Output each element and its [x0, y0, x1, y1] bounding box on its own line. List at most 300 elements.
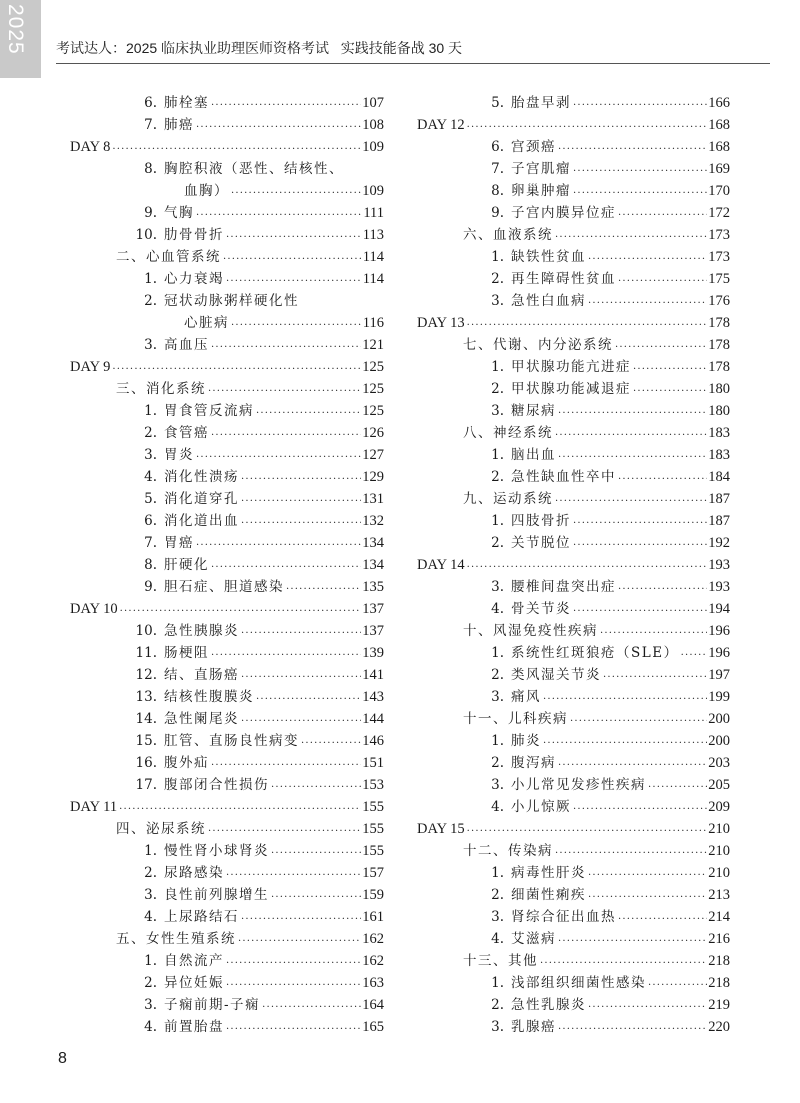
toc-entry[interactable]	[70, 728, 384, 750]
toc-page-number: 125	[362, 403, 384, 419]
toc-entry-title: 肺栓塞	[164, 95, 209, 111]
toc-day-heading[interactable]	[417, 816, 730, 838]
toc-page-number: 219	[708, 997, 730, 1013]
toc-page-number: 209	[708, 799, 730, 815]
toc-entry-number: 12.	[135, 667, 157, 683]
toc-entry[interactable]	[417, 728, 730, 750]
toc-page-number: 121	[362, 337, 384, 353]
toc-entry-title: 肺炎	[511, 733, 541, 749]
toc-entry-number: 3.	[144, 337, 157, 353]
toc-page-number: 161	[362, 909, 384, 925]
toc-entry[interactable]	[417, 596, 730, 618]
toc-entry[interactable]	[417, 398, 730, 420]
toc-entry-title: 七、代谢、内分泌系统	[463, 337, 613, 353]
dot-leader	[286, 580, 361, 593]
toc-page-number: 155	[362, 799, 384, 815]
toc-entry[interactable]	[417, 662, 730, 684]
toc-page-number: 199	[708, 689, 730, 705]
toc-entry-title: 胃炎	[164, 447, 194, 463]
toc-entry[interactable]	[70, 486, 384, 508]
toc-entry-title: 急性阑尾炎	[164, 711, 239, 727]
dot-leader	[681, 646, 708, 659]
toc-entry-title: 细菌性痢疾	[511, 887, 586, 903]
toc-entry-title: 上尿路结石	[164, 909, 239, 925]
toc-page-number: 210	[708, 843, 730, 859]
toc-entry[interactable]	[70, 420, 384, 442]
dot-leader	[211, 756, 361, 769]
toc-day-heading[interactable]	[417, 552, 730, 574]
toc-entry-title: 自然流产	[164, 953, 224, 969]
toc-entry-number: 8.	[144, 557, 157, 573]
toc-entry[interactable]	[70, 200, 384, 222]
toc-entry[interactable]	[417, 926, 730, 948]
toc-entry[interactable]	[417, 442, 730, 464]
toc-entry-title: DAY 8	[70, 139, 111, 155]
dot-leader	[241, 668, 361, 681]
toc-entry-title: 肾综合征出血热	[511, 909, 616, 925]
toc-entry-title: 骨关节炎	[511, 601, 571, 617]
toc-entry-number: 3.	[491, 777, 504, 793]
toc-entry-title: 甲状腺功能减退症	[511, 381, 631, 397]
toc-entry-number: 9.	[144, 205, 157, 221]
dot-leader	[211, 96, 361, 109]
toc-page-number: 114	[362, 271, 384, 287]
toc-entry-number: 10.	[135, 227, 157, 243]
side-year-label: 2025	[4, 4, 27, 55]
toc-entry-title: 心力衰竭	[164, 271, 224, 287]
dot-leader	[271, 844, 361, 857]
page-number: 8	[58, 1050, 67, 1067]
toc-entry-number: 3.	[144, 997, 157, 1013]
toc-entry-number: 15.	[135, 733, 157, 749]
dot-leader	[467, 558, 708, 571]
toc-entry-title: 结核性腹膜炎	[164, 689, 254, 705]
toc-entry-number: 2.	[491, 535, 504, 551]
dot-leader	[555, 492, 707, 505]
toc-page-number: 166	[708, 95, 730, 111]
dot-leader	[241, 514, 361, 527]
toc-page-number: 162	[362, 931, 384, 947]
toc-entry[interactable]	[417, 684, 730, 706]
toc-entry-title: 卵巢肿瘤	[511, 183, 571, 199]
toc-entry-title: DAY 11	[70, 799, 118, 815]
toc-entry-title: 病毒性肝炎	[511, 865, 586, 881]
toc-entry[interactable]	[417, 354, 730, 376]
dot-leader	[648, 778, 707, 791]
dot-leader	[226, 976, 361, 989]
toc-page-number: 173	[708, 227, 730, 243]
dot-leader	[555, 844, 707, 857]
toc-entry-title: 九、运动系统	[463, 491, 553, 507]
toc-page-number: 178	[708, 315, 730, 331]
toc-page-number: 183	[708, 425, 730, 441]
toc-page-number: 178	[708, 337, 730, 353]
toc-entry-title: 结、直肠癌	[164, 667, 239, 683]
toc-entry[interactable]	[417, 574, 730, 596]
dot-leader	[467, 316, 708, 329]
toc-section-entry[interactable]	[417, 420, 730, 442]
toc-entry[interactable]	[70, 574, 384, 596]
toc-entry-number: 2.	[144, 865, 157, 881]
toc-entry-number: 8.	[144, 161, 157, 177]
toc-entry[interactable]	[70, 288, 384, 310]
toc-entry-number: 3.	[491, 579, 504, 595]
toc-entry-number: 2.	[491, 755, 504, 771]
toc-entry[interactable]	[417, 904, 730, 926]
toc-entry-title: 再生障碍性贫血	[511, 271, 616, 287]
toc-entry[interactable]	[417, 90, 730, 112]
toc-entry-number: 4.	[491, 601, 504, 617]
dot-leader	[558, 448, 707, 461]
toc-entry-title: 糖尿病	[511, 403, 556, 419]
toc-entry-title: 子宫肌瘤	[511, 161, 571, 177]
toc-entry[interactable]	[70, 860, 384, 882]
dot-leader	[618, 206, 707, 219]
toc-entry-title: 前置胎盘	[164, 1019, 224, 1035]
toc-entry-title: 高血压	[164, 337, 209, 353]
toc-entry-title: 异位妊娠	[164, 975, 224, 991]
dot-leader	[573, 536, 707, 549]
toc-entry-number: 9.	[491, 205, 504, 221]
toc-entry[interactable]	[70, 398, 384, 420]
toc-entry[interactable]	[417, 134, 730, 156]
toc-entry-number: 6.	[144, 95, 157, 111]
dot-leader	[588, 866, 707, 879]
toc-entry-number: 2.	[144, 293, 157, 309]
toc-entry-number: 3.	[144, 887, 157, 903]
toc-entry-title: 四肢骨折	[511, 513, 571, 529]
toc-entry[interactable]	[417, 508, 730, 530]
toc-entry-title: DAY 15	[417, 821, 465, 837]
dot-leader	[211, 338, 361, 351]
toc-entry[interactable]	[417, 750, 730, 772]
header-rule	[56, 63, 770, 64]
toc-entry[interactable]	[70, 662, 384, 684]
toc-entry[interactable]	[417, 178, 730, 200]
toc-page-number: 168	[708, 117, 730, 133]
dot-leader	[231, 316, 362, 329]
toc-entry-title: 尿路感染	[164, 865, 224, 881]
toc-entry[interactable]	[70, 508, 384, 530]
toc-page-number: 173	[708, 249, 730, 265]
toc-entry[interactable]	[417, 970, 730, 992]
toc-entry[interactable]	[70, 618, 384, 640]
toc-entry[interactable]	[417, 640, 730, 662]
toc-entry[interactable]	[417, 772, 730, 794]
dot-leader	[211, 426, 361, 439]
toc-entry[interactable]	[70, 1014, 384, 1036]
toc-page-number: 155	[362, 843, 384, 859]
dot-leader	[573, 514, 707, 527]
toc-page-number: 134	[362, 535, 384, 551]
toc-section-entry[interactable]	[417, 948, 730, 970]
toc-day-heading[interactable]	[70, 596, 384, 618]
toc-entry[interactable]	[70, 882, 384, 904]
toc-day-heading[interactable]	[70, 354, 384, 376]
toc-page-number: 137	[362, 601, 384, 617]
toc-entry-title: 急性胰腺炎	[164, 623, 239, 639]
toc-entry-title: 三、消化系统	[116, 381, 206, 397]
toc-entry-number: 1.	[491, 645, 504, 661]
toc-day-heading[interactable]	[70, 134, 384, 156]
toc-entry[interactable]	[70, 90, 384, 112]
toc-entry[interactable]	[417, 156, 730, 178]
toc-entry-number: 1.	[491, 865, 504, 881]
toc-entry-title: 小儿惊厥	[511, 799, 571, 815]
toc-entry[interactable]	[417, 266, 730, 288]
toc-page-number: 162	[362, 953, 384, 969]
dot-leader	[112, 360, 361, 373]
toc-page-number: 113	[362, 227, 384, 243]
toc-entry-number: 7.	[144, 535, 157, 551]
toc-entry-title: 腹外疝	[164, 755, 209, 771]
toc-entry[interactable]	[417, 288, 730, 310]
toc-page-number: 196	[708, 623, 730, 639]
toc-page-number: 183	[708, 447, 730, 463]
toc-section-entry[interactable]	[70, 376, 384, 398]
toc-day-heading[interactable]	[70, 794, 384, 816]
toc-entry[interactable]	[70, 992, 384, 1014]
toc-entry-number: 4.	[491, 799, 504, 815]
toc-section-entry[interactable]	[417, 332, 730, 354]
toc-entry[interactable]	[70, 970, 384, 992]
toc-page-number: 210	[708, 865, 730, 881]
dot-leader	[633, 360, 707, 373]
toc-page-number: 146	[362, 733, 384, 749]
dot-leader	[211, 558, 361, 571]
dot-leader	[196, 206, 362, 219]
toc-entry[interactable]	[417, 1014, 730, 1036]
toc-entry-title: 腹泻病	[511, 755, 556, 771]
toc-entry-title: 类风湿关节炎	[511, 667, 601, 683]
toc-entry-number: 1.	[144, 271, 157, 287]
dot-leader	[467, 822, 708, 835]
dot-leader	[540, 954, 707, 967]
toc-entry-title: 慢性肾小球肾炎	[164, 843, 269, 859]
dot-leader	[226, 954, 361, 967]
toc-entry-title: 痛风	[511, 689, 541, 705]
toc-page-number: 214	[708, 909, 730, 925]
dot-leader	[196, 118, 361, 131]
toc-page-number: 157	[362, 865, 384, 881]
toc-entry[interactable]	[70, 156, 384, 178]
dot-leader	[241, 624, 361, 637]
toc-section-entry[interactable]	[417, 618, 730, 640]
toc-entry[interactable]	[70, 266, 384, 288]
toc-entry-title: 胸腔积液（恶性、结核性、	[164, 161, 344, 177]
toc-entry-title: DAY 14	[417, 557, 465, 573]
toc-entry[interactable]	[417, 860, 730, 882]
toc-entry-title: 胃癌	[164, 535, 194, 551]
toc-entry-title: 八、神经系统	[463, 425, 553, 441]
toc-entry[interactable]	[70, 706, 384, 728]
toc-section-entry[interactable]	[70, 244, 384, 266]
toc-entry[interactable]	[70, 112, 384, 134]
toc-entry[interactable]	[417, 794, 730, 816]
dot-leader	[633, 382, 707, 395]
toc-entry[interactable]	[417, 376, 730, 398]
dot-leader	[211, 646, 361, 659]
toc-entry-title: 食管癌	[164, 425, 209, 441]
toc-entry[interactable]	[70, 684, 384, 706]
toc-entry-title: 肠梗阻	[164, 645, 209, 661]
toc-page-number: 132	[362, 513, 384, 529]
toc-entry[interactable]	[70, 838, 384, 860]
dot-leader	[573, 184, 707, 197]
dot-leader	[615, 338, 707, 351]
toc-entry-number: 4.	[144, 909, 157, 925]
dot-leader	[558, 756, 707, 769]
toc-entry-number: 3.	[144, 447, 157, 463]
dot-leader	[208, 822, 361, 835]
toc-entry-title: DAY 12	[417, 117, 465, 133]
toc-entry[interactable]	[417, 200, 730, 222]
toc-page-number: 216	[708, 931, 730, 947]
toc-section-entry[interactable]	[70, 816, 384, 838]
toc-entry-title: 五、女性生殖系统	[116, 931, 236, 947]
toc-page-number: 165	[362, 1019, 384, 1035]
toc-page-number: 135	[362, 579, 384, 595]
toc-entry[interactable]	[70, 332, 384, 354]
toc-page-number: 109	[362, 139, 384, 155]
toc-page-number: 205	[708, 777, 730, 793]
toc-page-number: 131	[362, 491, 384, 507]
toc-entry-title: 十二、传染病	[463, 843, 553, 859]
toc-page-number: 134	[362, 557, 384, 573]
toc-entry-title: 关节脱位	[511, 535, 571, 551]
dot-leader	[603, 668, 707, 681]
toc-entry-title: 子痫前期-子痫	[164, 997, 261, 1013]
toc-entry[interactable]	[70, 772, 384, 794]
toc-entry-title: 肛管、直肠良性病变	[164, 733, 299, 749]
toc-day-heading[interactable]	[417, 112, 730, 134]
toc-entry[interactable]	[417, 530, 730, 552]
dot-leader	[301, 734, 361, 747]
toc-entry-title: 肺癌	[164, 117, 194, 133]
toc-entry-title: 二、心血管系统	[116, 249, 221, 265]
dot-leader	[555, 228, 707, 241]
toc-entry[interactable]	[70, 948, 384, 970]
toc-page-number: 153	[362, 777, 384, 793]
dot-leader	[570, 712, 707, 725]
toc-entry[interactable]	[417, 882, 730, 904]
dot-leader	[271, 778, 361, 791]
toc-entry[interactable]	[417, 464, 730, 486]
dot-leader	[241, 910, 361, 923]
toc-page-number: 193	[708, 579, 730, 595]
toc-entry-number: 3.	[491, 909, 504, 925]
toc-entry-number: 7.	[491, 161, 504, 177]
toc-page-number: 218	[708, 953, 730, 969]
toc-page-number: 143	[362, 689, 384, 705]
toc-entry-number: 7.	[144, 117, 157, 133]
toc-entry-title: DAY 9	[70, 359, 111, 375]
dot-leader	[226, 1020, 361, 1033]
toc-entry-number: 2.	[491, 469, 504, 485]
side-year-tab	[0, 0, 41, 78]
toc-entry-title: 子宫内膜异位症	[511, 205, 616, 221]
toc-entry[interactable]	[70, 464, 384, 486]
toc-section-entry[interactable]	[70, 926, 384, 948]
toc-entry[interactable]	[70, 442, 384, 464]
toc-section-entry[interactable]	[417, 486, 730, 508]
toc-entry[interactable]	[70, 310, 384, 332]
toc-entry-number: 14.	[135, 711, 157, 727]
dot-leader	[241, 712, 361, 725]
toc-entry-number: 2.	[491, 271, 504, 287]
toc-entry[interactable]	[70, 530, 384, 552]
toc-page-number: 194	[708, 601, 730, 617]
toc-page-number: 127	[362, 447, 384, 463]
toc-entry-title: 腹部闭合性损伤	[164, 777, 269, 793]
toc-entry-number: 16.	[135, 755, 157, 771]
dot-leader	[588, 998, 707, 1011]
toc-entry[interactable]	[417, 244, 730, 266]
toc-entry-number: 11.	[135, 645, 157, 661]
toc-entry-title: 急性白血病	[511, 293, 586, 309]
dot-leader	[256, 690, 361, 703]
toc-entry[interactable]	[70, 222, 384, 244]
toc-entry-title: 甲状腺功能亢进症	[511, 359, 631, 375]
toc-entry-number: 1.	[491, 359, 504, 375]
toc-day-heading[interactable]	[417, 310, 730, 332]
toc-section-entry[interactable]	[417, 838, 730, 860]
toc-entry-title: 浅部组织细菌性感染	[511, 975, 646, 991]
toc-entry-number: 2.	[144, 975, 157, 991]
toc-entry-number: 10.	[135, 623, 157, 639]
toc-page-number: 111	[363, 205, 384, 221]
toc-entry[interactable]	[70, 640, 384, 662]
toc-section-entry[interactable]	[417, 706, 730, 728]
toc-page-number: 180	[708, 403, 730, 419]
toc-entry-number: 1.	[144, 843, 157, 859]
toc-entry-title: 胎盘早剥	[511, 95, 571, 111]
toc-page-number: 210	[708, 821, 730, 837]
toc-entry[interactable]	[70, 904, 384, 926]
dot-leader	[558, 404, 707, 417]
toc-page-number: 187	[708, 513, 730, 529]
toc-entry-number: 6.	[144, 513, 157, 529]
toc-entry[interactable]	[70, 750, 384, 772]
toc-page-number: 200	[708, 733, 730, 749]
toc-page-number: 116	[362, 315, 384, 331]
toc-page-number: 220	[708, 1019, 730, 1035]
dot-leader	[226, 866, 361, 879]
dot-leader	[208, 382, 361, 395]
toc-entry[interactable]	[417, 992, 730, 1014]
toc-page-number: 168	[708, 139, 730, 155]
toc-entry-title: 缺铁性贫血	[511, 249, 586, 265]
toc-page-number: 192	[708, 535, 730, 551]
toc-entry-number: 1.	[144, 403, 157, 419]
toc-entry-title: DAY 10	[70, 601, 118, 617]
toc-entry-number: 4.	[491, 931, 504, 947]
toc-page-number: 114	[362, 249, 384, 265]
toc-page-number: 169	[708, 161, 730, 177]
dot-leader	[558, 1020, 707, 1033]
dot-leader	[600, 624, 707, 637]
toc-entry-number: 5.	[491, 95, 504, 111]
dot-leader	[543, 690, 707, 703]
toc-entry[interactable]	[70, 178, 384, 200]
toc-section-entry[interactable]	[417, 222, 730, 244]
dot-leader	[223, 250, 362, 263]
toc-entry[interactable]	[70, 552, 384, 574]
dot-leader	[543, 734, 707, 747]
toc-entry-number: 17.	[135, 777, 157, 793]
toc-entry-title: 胆石症、胆道感染	[164, 579, 284, 595]
toc-entry-title: 消化道穿孔	[164, 491, 239, 507]
